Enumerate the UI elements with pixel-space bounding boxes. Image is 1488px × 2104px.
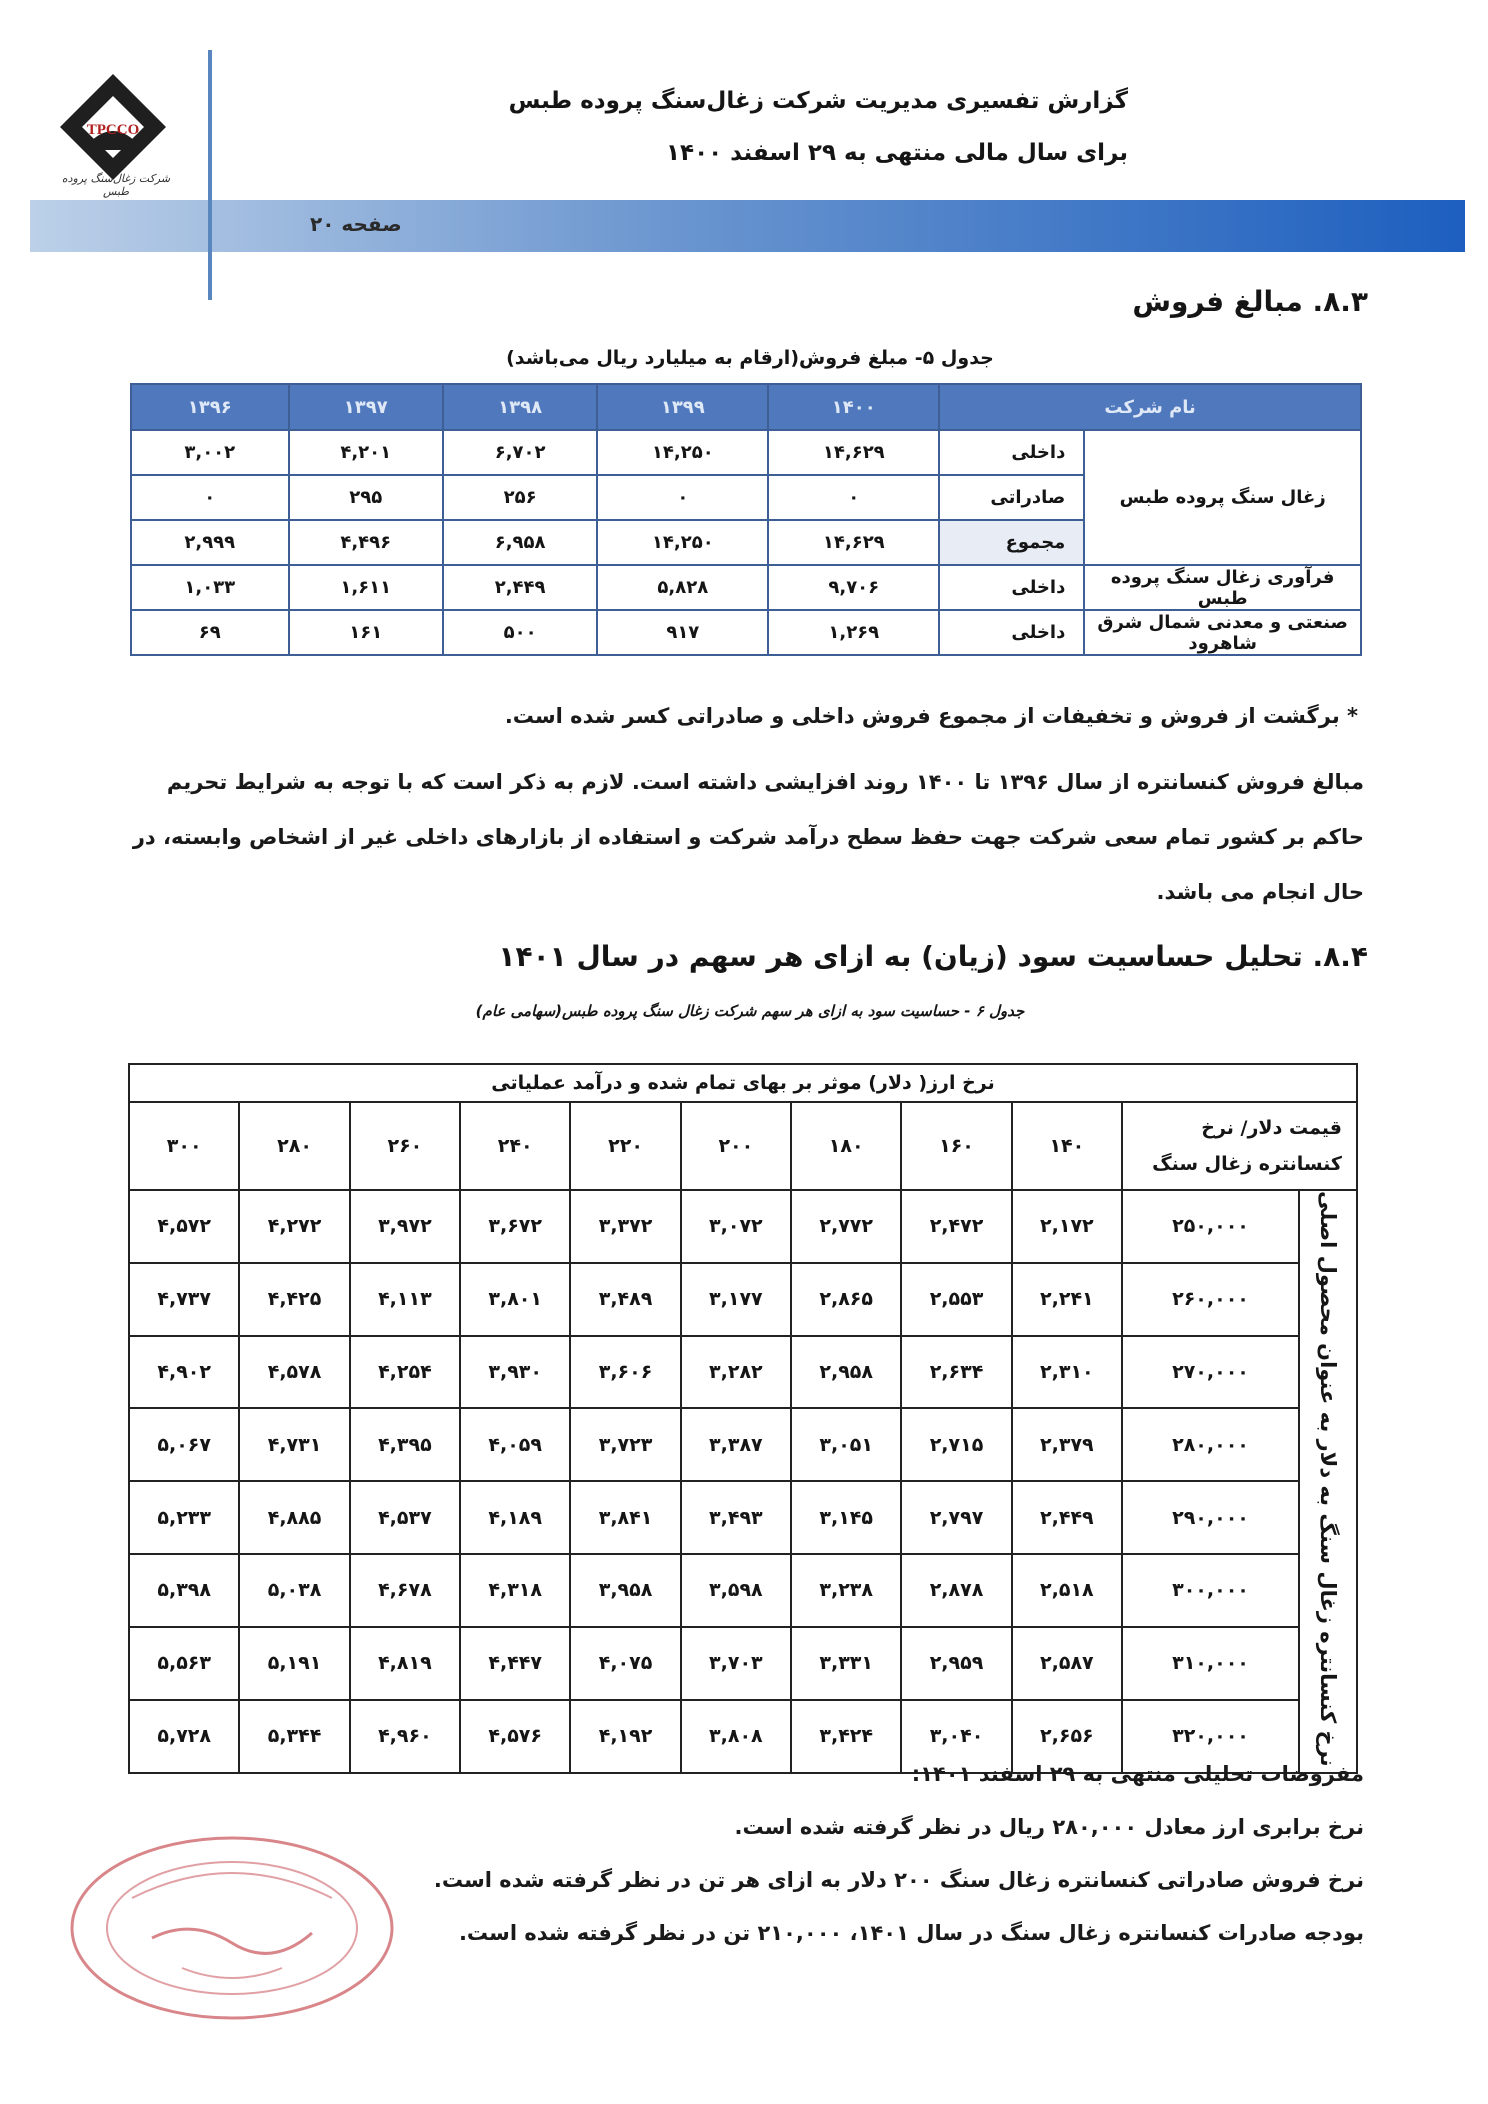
table-cell: ۵,۰۳۸ <box>239 1554 349 1627</box>
table-cell: ۶۹ <box>131 610 289 655</box>
table-cell: ۲,۳۷۹ <box>1012 1408 1122 1481</box>
table-row <box>129 1263 1357 1336</box>
sale-type: صادراتی <box>939 475 1084 520</box>
table-cell: ۴,۲۵۴ <box>350 1336 460 1409</box>
table-cell: ۳,۱۷۷ <box>681 1263 791 1336</box>
table-cell: ۳,۶۰۶ <box>570 1336 680 1409</box>
table-cell: ۳,۲۸۲ <box>681 1336 791 1409</box>
table-cell: ۳,۷۰۳ <box>681 1627 791 1700</box>
table-cell: ۳,۳۸۷ <box>681 1408 791 1481</box>
table-cell: ۳,۲۳۸ <box>791 1554 901 1627</box>
table-cell: ۳,۱۴۵ <box>791 1481 901 1554</box>
assumption-line: نرخ فروش صادراتی کنسانتره زغال سنگ ۲۰۰ دلار به ازای هر تن در نظر گرفته شده است. <box>433 1868 1364 1892</box>
year-header: ۱۳۹۷ <box>289 384 443 430</box>
sensitivity-side-label <box>1299 1190 1357 1773</box>
table-cell: ۴,۱۸۹ <box>460 1481 570 1554</box>
table-cell: ۲,۶۳۴ <box>901 1336 1011 1409</box>
table-cell: ۲,۴۷۲ <box>901 1190 1011 1263</box>
dollar-rate-header: ۱۶۰ <box>901 1102 1011 1190</box>
table-cell: ۳,۴۲۴ <box>791 1700 901 1773</box>
table5-caption: جدول ۵- مبلغ فروش(ارقام به میلیارد ریال می‌باشد) <box>506 347 994 369</box>
table-cell: ۳,۶۷۲ <box>460 1190 570 1263</box>
table-cell: ۳,۳۳۱ <box>791 1627 901 1700</box>
table-cell: ۵,۸۲۸ <box>597 565 768 610</box>
table-cell: ۴,۴۲۵ <box>239 1263 349 1336</box>
table-cell: ۱۴,۲۵۰ <box>597 430 768 475</box>
table-cell: ۴,۵۳۷ <box>350 1481 460 1554</box>
company-stamp <box>62 1828 402 2028</box>
table-cell: ۵,۳۴۴ <box>239 1700 349 1773</box>
year-header: ۱۳۹۶ <box>131 384 289 430</box>
table-cell: ۵,۷۲۸ <box>129 1700 239 1773</box>
sensitivity-column-header-row <box>129 1102 1357 1190</box>
section-84-heading: ۸.۴. تحلیل حساسیت سود (زیان) به ازای هر سهم در سال ۱۴۰۱ <box>498 940 1368 973</box>
table-cell: ۳,۸۰۸ <box>681 1700 791 1773</box>
year-header: ۱۳۹۸ <box>443 384 597 430</box>
table-cell: ۴,۵۷۲ <box>129 1190 239 1263</box>
sales-paragraph: مبالغ فروش کنسانتره از سال ۱۳۹۶ تا ۱۴۰۰ روند افزایشی داشته است. لازم به ذکر است که با توجه به شرایط تحریم حاکم بر کشور تمام سعی شرکت جهت حفظ سطح درآمد شرکت و استفاده از بازارهای داخلی غیر از اشخاص وابسته، در حال انجام می باشد. <box>132 770 1364 904</box>
page-number: صفحه ۲۰ <box>310 212 402 236</box>
table-cell: ۲,۸۷۸ <box>901 1554 1011 1627</box>
sensitivity-side-label-text: نرخ کنسانتره زغال سنگ به دلار به عنوان محصول اصلی <box>1316 1191 1340 1767</box>
table-cell: ۳,۸۰۱ <box>460 1263 570 1336</box>
dollar-rate-header: ۱۴۰ <box>1012 1102 1122 1190</box>
table-cell: ۴,۲۰۱ <box>289 430 443 475</box>
table-cell: ۹۱۷ <box>597 610 768 655</box>
table-cell: ۳,۰۷۲ <box>681 1190 791 1263</box>
year-header: ۱۴۰۰ <box>768 384 939 430</box>
table-cell: ۴,۱۱۳ <box>350 1263 460 1336</box>
dollar-rate-header: ۲۴۰ <box>460 1102 570 1190</box>
concentrate-rate-cell: ۲۵۰,۰۰۰ <box>1122 1190 1299 1263</box>
concentrate-rate-cell: ۲۹۰,۰۰۰ <box>1122 1481 1299 1554</box>
logo-subtitle: شرکت زغال‌سنگ پروده طبس <box>61 172 171 198</box>
table-cell: ۴,۸۱۹ <box>350 1627 460 1700</box>
table-row <box>131 565 1361 610</box>
table-cell: ۴,۶۷۸ <box>350 1554 460 1627</box>
table-cell: ۵,۱۹۱ <box>239 1627 349 1700</box>
table-cell: ۹,۷۰۶ <box>768 565 939 610</box>
table-cell: ۲,۷۹۷ <box>901 1481 1011 1554</box>
table-row <box>129 1627 1357 1700</box>
table-cell: ۴,۷۳۱ <box>239 1408 349 1481</box>
table-cell: ۴,۸۸۵ <box>239 1481 349 1554</box>
logo-text: TPCCO <box>86 122 140 138</box>
table-cell: ۳,۷۲۳ <box>570 1408 680 1481</box>
table-row <box>131 430 1361 475</box>
concentrate-rate-cell: ۳۰۰,۰۰۰ <box>1122 1554 1299 1627</box>
table-cell: ۲,۸۶۵ <box>791 1263 901 1336</box>
table-cell: ۴,۳۹۵ <box>350 1408 460 1481</box>
table-row <box>129 1408 1357 1481</box>
concentrate-rate-cell: ۳۲۰,۰۰۰ <box>1122 1700 1299 1773</box>
sale-type: داخلی <box>939 430 1084 475</box>
report-period: برای سال مالی منتهی به ۲۹ اسفند ۱۴۰۰ <box>666 140 1128 166</box>
table-row <box>129 1190 1357 1263</box>
table-cell: ۲,۹۵۸ <box>791 1336 901 1409</box>
table-cell: ۲۹۵ <box>289 475 443 520</box>
table-cell: ۲,۳۱۰ <box>1012 1336 1122 1409</box>
table-cell: ۱۶۱ <box>289 610 443 655</box>
table-row <box>129 1481 1357 1554</box>
table-cell: ۱,۰۳۳ <box>131 565 289 610</box>
table-cell: ۳,۹۳۰ <box>460 1336 570 1409</box>
table-cell: ۴,۵۷۶ <box>460 1700 570 1773</box>
table-cell: ۲,۷۱۵ <box>901 1408 1011 1481</box>
concentrate-rate-cell: ۲۷۰,۰۰۰ <box>1122 1336 1299 1409</box>
table-cell: ۴,۳۱۸ <box>460 1554 570 1627</box>
table-cell: ۳,۴۹۳ <box>681 1481 791 1554</box>
table-cell: ۴,۰۵۹ <box>460 1408 570 1481</box>
company-logo <box>54 70 172 188</box>
table-cell: ۲,۷۷۲ <box>791 1190 901 1263</box>
table-cell: ۳,۸۴۱ <box>570 1481 680 1554</box>
table-cell: ۳,۰۴۰ <box>901 1700 1011 1773</box>
sensitivity-top-header: نرخ ارز( دلار) موثر بر بهای تمام شده و درآمد عملیاتی <box>129 1064 1357 1102</box>
table-cell: ۱,۶۱۱ <box>289 565 443 610</box>
dollar-rate-header: ۲۰۰ <box>681 1102 791 1190</box>
report-title: گزارش تفسیری مدیریت شرکت زغال‌سنگ پروده طبس <box>508 88 1128 114</box>
sensitivity-top-header-row <box>129 1064 1357 1102</box>
header-band <box>30 200 1465 252</box>
table-cell: ۲۵۶ <box>443 475 597 520</box>
table-cell: ۴,۴۴۷ <box>460 1627 570 1700</box>
table-cell: ۲,۱۷۲ <box>1012 1190 1122 1263</box>
concentrate-rate-cell: ۳۱۰,۰۰۰ <box>1122 1627 1299 1700</box>
dollar-rate-header: ۱۸۰ <box>791 1102 901 1190</box>
table-row <box>131 610 1361 655</box>
table-cell: ۳,۵۹۸ <box>681 1554 791 1627</box>
sale-type-total: مجموع <box>939 520 1084 565</box>
table-cell: ۳,۰۵۱ <box>791 1408 901 1481</box>
table-cell: ۲,۹۵۹ <box>901 1627 1011 1700</box>
company-name: فرآوری زغال سنگ پروده طبس <box>1084 565 1361 610</box>
table-cell: ۳,۰۰۲ <box>131 430 289 475</box>
table-cell: ۴,۰۷۵ <box>570 1627 680 1700</box>
sale-type: داخلی <box>939 565 1084 610</box>
assumption-line: بودجه صادرات کنسانتره زغال سنگ در سال ۱۴۰۱، ۲۱۰,۰۰۰ تن در نظر گرفته شده است. <box>458 1921 1364 1945</box>
table-cell: ۱۴,۲۵۰ <box>597 520 768 565</box>
table-cell: ۲,۶۵۶ <box>1012 1700 1122 1773</box>
table-cell: ۵,۵۶۳ <box>129 1627 239 1700</box>
table-cell: ۶,۹۵۸ <box>443 520 597 565</box>
table6-caption: جدول ۶ - حساسیت سود به ازای هر سهم شرکت زغال سنگ پروده طبس(سهامی عام) <box>475 1002 1025 1020</box>
table-cell: ۴,۵۷۸ <box>239 1336 349 1409</box>
table-cell: ۳,۹۷۲ <box>350 1190 460 1263</box>
year-header: ۱۳۹۹ <box>597 384 768 430</box>
dollar-rate-header: ۲۸۰ <box>239 1102 349 1190</box>
section-83-heading: ۸.۳. مبالغ فروش <box>1132 285 1368 318</box>
company-column-header: نام شرکت <box>939 384 1361 430</box>
table-cell: ۲,۲۴۱ <box>1012 1263 1122 1336</box>
dollar-rate-header: ۳۰۰ <box>129 1102 239 1190</box>
table-cell: ۵,۳۹۸ <box>129 1554 239 1627</box>
sensitivity-corner-label: قیمت دلار/ نرخ کنسانتره زغال سنگ <box>1122 1102 1357 1190</box>
assumption-line: نرخ برابری ارز معادل ۲۸۰,۰۰۰ ریال در نظر گرفته شده است. <box>734 1815 1364 1839</box>
sensitivity-table <box>128 1063 1358 1774</box>
table-cell: ۲,۴۴۹ <box>443 565 597 610</box>
table-cell: ۴,۹۶۰ <box>350 1700 460 1773</box>
assumption-line: مفروضات تحلیلی منتهی به ۲۹ اسفند ۱۴۰۱: <box>911 1762 1364 1786</box>
table-cell: ۴,۷۳۷ <box>129 1263 239 1336</box>
table-cell: ۲,۵۸۷ <box>1012 1627 1122 1700</box>
concentrate-rate-cell: ۲۶۰,۰۰۰ <box>1122 1263 1299 1336</box>
table-cell: ۲,۹۹۹ <box>131 520 289 565</box>
sales-table <box>130 383 1362 656</box>
table-cell: ۵,۰۶۷ <box>129 1408 239 1481</box>
sales-table-header <box>131 384 1361 430</box>
table-cell: ۱۴,۶۲۹ <box>768 520 939 565</box>
dollar-rate-header: ۲۶۰ <box>350 1102 460 1190</box>
table-cell: ۵,۲۳۳ <box>129 1481 239 1554</box>
table-cell: ۳,۹۵۸ <box>570 1554 680 1627</box>
table-cell: ۰ <box>597 475 768 520</box>
company-name: زغال سنگ پروده طبس <box>1084 430 1361 565</box>
company-name: صنعتی و معدنی شمال شرق شاهرود <box>1084 610 1361 655</box>
table-cell: ۴,۲۷۲ <box>239 1190 349 1263</box>
sale-type: داخلی <box>939 610 1084 655</box>
table-row <box>129 1336 1357 1409</box>
table-cell: ۰ <box>131 475 289 520</box>
table-cell: ۱,۲۶۹ <box>768 610 939 655</box>
table-cell: ۲,۴۴۹ <box>1012 1481 1122 1554</box>
table-cell: ۴,۱۹۲ <box>570 1700 680 1773</box>
dollar-rate-header: ۲۲۰ <box>570 1102 680 1190</box>
table-cell: ۴,۴۹۶ <box>289 520 443 565</box>
table-cell: ۳,۳۷۲ <box>570 1190 680 1263</box>
header-divider <box>208 50 212 300</box>
table5-note: * برگشت از فروش و تخفیفات از مجموع فروش داخلی و صادراتی کسر شده است. <box>504 704 1358 728</box>
table-cell: ۲,۵۵۳ <box>901 1263 1011 1336</box>
table-cell: ۰ <box>768 475 939 520</box>
table-cell: ۱۴,۶۲۹ <box>768 430 939 475</box>
table-row <box>129 1554 1357 1627</box>
table-cell: ۳,۴۸۹ <box>570 1263 680 1336</box>
table-cell: ۲,۵۱۸ <box>1012 1554 1122 1627</box>
table-cell: ۵۰۰ <box>443 610 597 655</box>
concentrate-rate-cell: ۲۸۰,۰۰۰ <box>1122 1408 1299 1481</box>
table-cell: ۴,۹۰۲ <box>129 1336 239 1409</box>
table-cell: ۶,۷۰۲ <box>443 430 597 475</box>
